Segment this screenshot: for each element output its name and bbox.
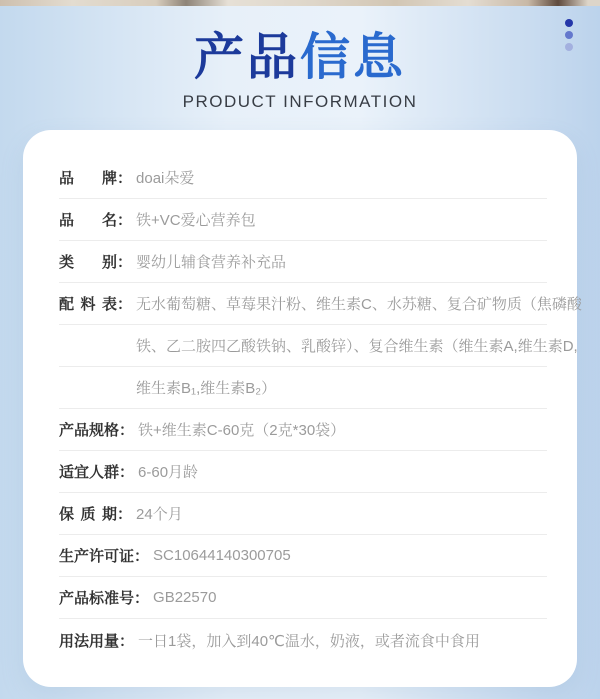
info-row — [59, 619, 547, 661]
field-value: 24个月 — [136, 506, 183, 523]
section-header — [0, 6, 600, 114]
field-label: 产品规格 ： — [59, 422, 135, 439]
kebab-menu-icon — [565, 19, 574, 55]
field-value: 6-60月龄 — [138, 464, 199, 481]
page-title — [0, 28, 600, 86]
field-value: 铁+VC爱心营养包 — [136, 212, 256, 229]
field-label: 用法用量 ： — [59, 632, 135, 650]
field-label: 生产许可证 ： — [59, 548, 150, 565]
info-row — [59, 409, 547, 451]
field-value: 维生素B₁,维生素B₂） — [136, 380, 277, 397]
field-label: 产品标准号 ： — [59, 590, 150, 607]
field-value: 婴幼儿辅食营养补充品 — [136, 254, 287, 271]
field-label: 品名 ： — [59, 212, 133, 229]
kebab-dot-bottom — [565, 43, 573, 51]
kebab-dot-middle — [565, 31, 573, 39]
field-value: 一日1袋，加入到40℃温水，奶液，或者流食中食用 — [138, 632, 480, 650]
field-value: doai朵爱 — [136, 170, 195, 187]
field-value: 无水葡萄糖、草莓果汁粉、维生素C、水苏糖、复合矿物质（焦磷酸 — [136, 296, 582, 313]
field-label: 品牌 ： — [59, 170, 133, 187]
info-row — [59, 493, 547, 535]
info-row — [59, 577, 547, 619]
field-label: 保质期 ： — [59, 506, 133, 523]
field-value: 铁、乙二胺四乙酸铁钠、乳酸锌）、复合维生素（维生素A,维生素D, — [136, 338, 578, 355]
page-title-part2: 信息 — [300, 29, 406, 85]
field-value: 铁+维生素C-60克（2克*30袋） — [138, 422, 346, 439]
info-row — [59, 451, 547, 493]
info-row — [59, 157, 547, 199]
info-row — [59, 325, 578, 367]
field-label: 类别 ： — [59, 254, 133, 271]
page-title-part1: 产品 — [194, 29, 300, 85]
field-value: GB22570 — [153, 589, 217, 606]
kebab-dot-top — [565, 19, 573, 27]
field-label: 适宜人群 ： — [59, 464, 135, 481]
field-label: 配料表 ： — [59, 296, 133, 313]
info-row — [59, 283, 582, 325]
info-row — [59, 367, 547, 409]
product-info-rows — [23, 157, 582, 661]
info-row — [59, 199, 547, 241]
page-subtitle: PRODUCT INFORMATION — [182, 92, 418, 111]
info-row — [59, 241, 547, 283]
field-value: SC10644140300705 — [153, 547, 291, 564]
info-row — [59, 535, 547, 577]
product-info-card — [23, 130, 582, 687]
